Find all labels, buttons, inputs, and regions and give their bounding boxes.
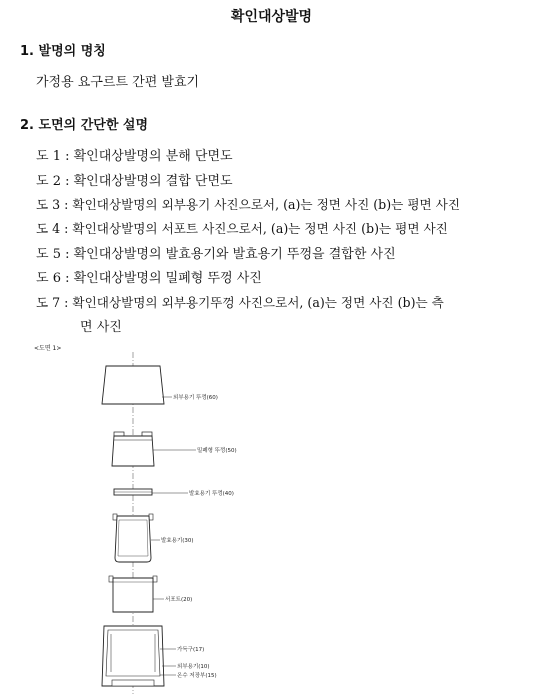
part-label-support: 서포트(20) xyxy=(165,597,193,603)
drawing-description-item: 도 4 : 확인대상발명의 서포트 사진으로서, (a)는 정면 사진 (b)는 평면 사진 xyxy=(36,221,448,236)
fermentation-container-drawing xyxy=(113,514,153,562)
drawing-description-item: 도 2 : 확인대상발명의 결합 단면도 xyxy=(36,174,233,189)
support-drawing xyxy=(109,576,157,612)
drawing-description-item: 도 5 : 확인대상발명의 발효용기와 발효용기 뚜껑을 결합한 사진 xyxy=(36,247,396,262)
page-title: 확인대상발명 xyxy=(230,9,313,25)
part-label-outer-container: 외부용기(10) xyxy=(177,664,210,670)
drawing-description-item-continued: 면 사진 xyxy=(80,320,122,335)
part-label-sealed-lid: 밀폐형 뚜껑(50) xyxy=(197,448,237,454)
invention-name-text: 가정용 요구르트 간편 발효기 xyxy=(36,75,200,90)
sealed-lid-drawing xyxy=(112,432,154,466)
drawing-description-item: 도 6 : 확인대상발명의 밀폐형 뚜껑 사진 xyxy=(36,271,262,286)
fermentation-lid-drawing xyxy=(114,489,152,495)
exploded-view-drawing xyxy=(0,350,543,696)
drawing-description-item: 도 1 : 확인대상발명의 분해 단면도 xyxy=(36,149,233,164)
part-label-fermentation-container: 발효용기(30) xyxy=(161,538,194,544)
part-label-hot-water-reservoir: 온수 저장부(15) xyxy=(177,673,217,679)
section-heading-invention-name: 1. 발명의 명칭 xyxy=(20,44,106,59)
outer-lid-drawing xyxy=(102,366,164,404)
drawing-description-item: 도 3 : 확인대상발명의 외부용기 사진으로서, (a)는 정면 사진 (b)는 평면 사진 xyxy=(36,197,460,212)
part-label-inlet: 가득구(17) xyxy=(177,647,205,653)
part-label-fermentation-lid: 발효용기 뚜껑(40) xyxy=(189,491,234,497)
part-label-outer-lid: 외부용기 뚜껑(60) xyxy=(173,395,218,401)
section-heading-drawing-description: 2. 도면의 간단한 설명 xyxy=(20,118,149,133)
figure-label: <도면 1> xyxy=(34,345,62,352)
drawing-description-item: 도 7 : 확인대상발명의 외부용기뚜껑 사진으로서, (a)는 정면 사진 (b)는 측 xyxy=(36,295,444,310)
outer-container-drawing xyxy=(102,626,164,686)
